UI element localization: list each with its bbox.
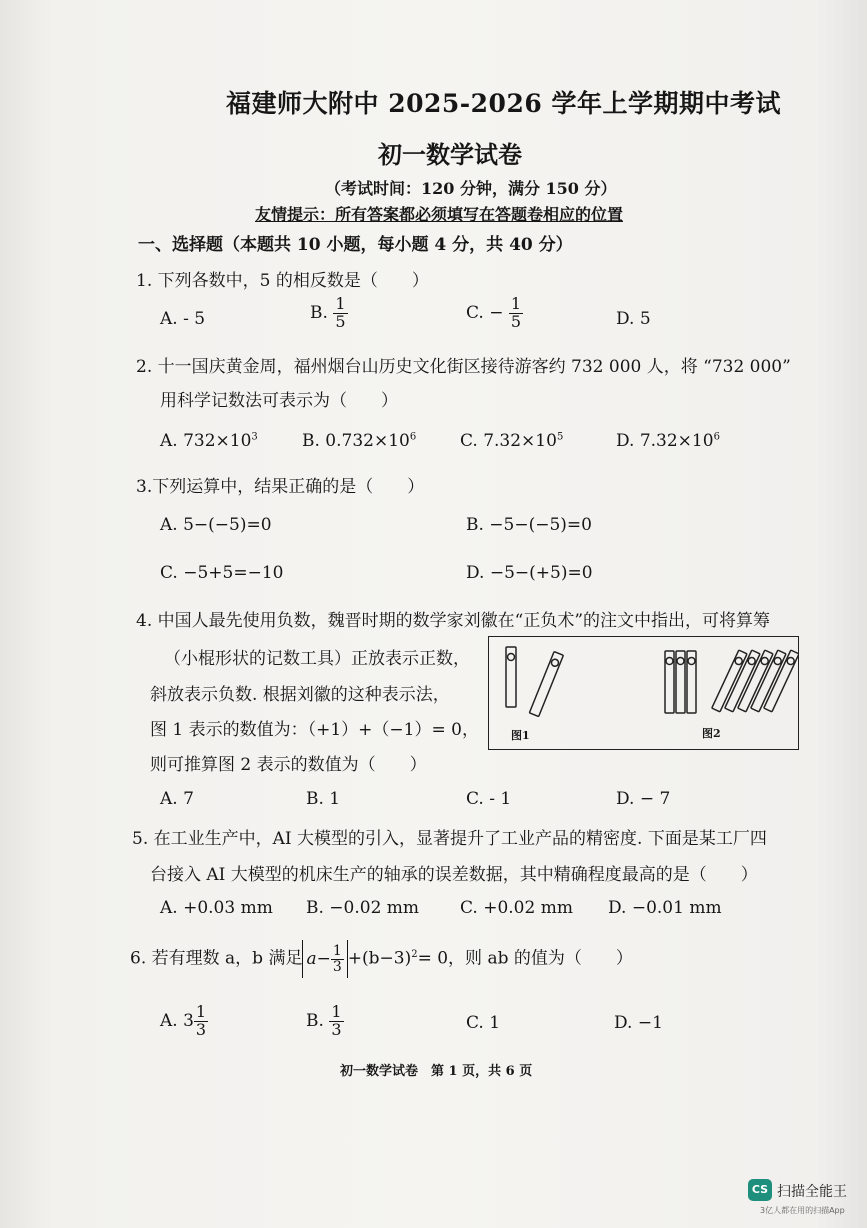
q4-option-a: A. 7 (160, 789, 194, 809)
counting-rods-drawing (489, 637, 798, 749)
question-5-line-1: 5. 在工业生产中，AI 大模型的引入，显著提升了工业产品的精密度. 下面是某工厂四 (132, 829, 767, 849)
q2-option-a: A. $732\times 10^3$ (160, 431, 258, 451)
counting-rods-figure (488, 636, 799, 750)
q3-option-b: B. −5−(−5)=0 (466, 515, 592, 535)
q5-option-c: C. +0.02 mm (460, 898, 573, 918)
q6-option-b: B. $\frac{1}{3}$ (306, 1002, 342, 1039)
exam-subtitle: 初一数学试卷 (378, 140, 522, 169)
camscanner-logo-icon: CS (748, 1179, 772, 1201)
q2-option-c: C. $7.32\times 10^5$ (460, 431, 564, 451)
question-3: 3.下列运算中，结果正确的是（ ） (136, 477, 425, 497)
question-2-line-1: 2. 十一国庆黄金周，福州烟台山历史文化街区接待游客约 732 000 人，将 “732 000” (136, 357, 791, 377)
figure-1-label: 图1 (511, 729, 530, 742)
exam-title: 福建师大附中 2025-2026 学年上学期期中考试 (226, 89, 781, 118)
question-4-line-2: （小棍形状的记数工具）正放表示正数， (164, 649, 470, 669)
q5-option-b: B. −0.02 mm (306, 898, 420, 918)
watermark-slogan: 3亿人都在用的扫描App (760, 1206, 845, 1215)
q3-option-d: D. −5−(+5)=0 (466, 563, 593, 583)
q6-option-d: D. −1 (614, 1013, 663, 1033)
question-4-line-4: 图 1 表示的数值为：（+1）+（−1）= 0， (150, 720, 479, 740)
question-6: 6. 若有理数 a，b 满足 a− $\frac{1}{3}$ $+(b-3)^2= 0$，则 ab 的值为（ ） (130, 940, 633, 978)
q4-option-d: D. − 7 (616, 789, 671, 809)
question-4-line-5: 则可推算图 2 表示的数值为（ ） (150, 755, 427, 775)
q1-option-d: D. 5 (616, 309, 651, 329)
q5-option-d: D. −0.01 mm (608, 898, 722, 918)
question-1: 1. 下列各数中，5 的相反数是（ ） (136, 271, 429, 291)
watermark-app-name: 扫描全能王 (777, 1184, 847, 1200)
page-footer: 初一数学试卷 第 1 页，共 6 页 (340, 1064, 533, 1079)
q2-option-b: B. $0.732\times 10^6$ (302, 431, 417, 451)
q2-option-d: D. $7.32\times 10^6$ (616, 431, 720, 451)
q6-option-c: C. 1 (466, 1013, 501, 1033)
question-4-line-3: 斜放表示负数. 根据刘徽的这种表示法， (150, 685, 450, 705)
question-5-line-2: 台接入 AI 大模型的机床生产的轴承的误差数据，其中精确程度最高的是（ ） (150, 865, 758, 885)
figure-2-label: 图2 (702, 727, 721, 740)
section-heading: 一、选择题（本题共 10 小题，每小题 4 分，共 40 分） (138, 235, 573, 255)
exam-info: （考试时间：120 分钟，满分 150 分） (325, 179, 617, 198)
q3-option-c: C. −5+5=−10 (160, 563, 284, 583)
question-2-line-2: 用科学记数法可表示为（ ） (160, 391, 398, 411)
q5-option-a: A. +0.03 mm (160, 898, 273, 918)
q1-option-c: C. − $\frac{1}{5}$ (466, 294, 522, 331)
q3-option-a: A. 5−(−5)=0 (160, 515, 272, 535)
q4-option-b: B. 1 (306, 789, 341, 809)
q4-option-c: C. - 1 (466, 789, 512, 809)
question-4-line-1: 4. 中国人最先使用负数，魏晋时期的数学家刘徽在“正负术”的注文中指出，可将算筹 (136, 611, 771, 631)
q1-option-a: A. - 5 (160, 309, 206, 329)
q6-option-a: A. 3 $\frac{1}{3}$ (160, 1002, 207, 1039)
q1-option-b: B. $\frac{1}{5}$ (310, 294, 346, 331)
exam-tip: 友情提示：所有答案都必须填写在答题卷相应的位置 (255, 205, 624, 224)
absolute-value-expression: a− $\frac{1}{3}$ (302, 940, 347, 978)
